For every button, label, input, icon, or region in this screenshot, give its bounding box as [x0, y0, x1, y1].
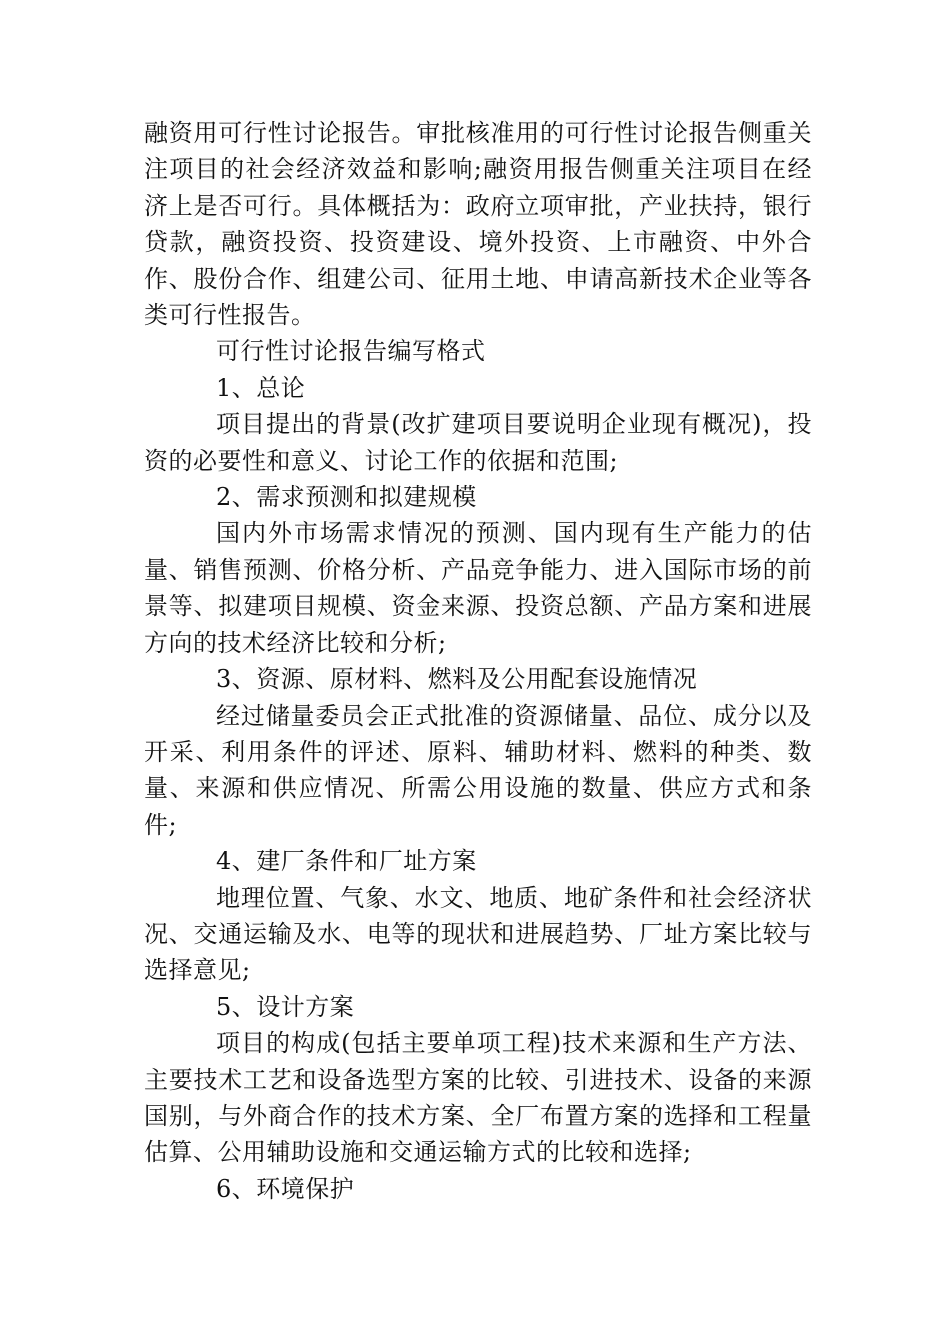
section-heading-format: 可行性讨论报告编写格式 [216, 337, 486, 366]
paragraph-site: 地理位置、气象、水文、地质、地矿条件和社会经济状况、交通运输及水、电等的现状和进展趋势、厂址方案比较与选择意见; [144, 883, 812, 985]
section-heading-resources: 3、资源、原材料、燃料及公用配套设施情况 [216, 665, 698, 694]
document-body [144, 115, 812, 1207]
section-heading-site: 4、建厂条件和厂址方案 [216, 847, 477, 876]
paragraph-background: 项目提出的背景(改扩建项目要说明企业现有概况)，投资的必要性和意义、讨论工作的依据和范围; [144, 410, 812, 475]
section-heading-design: 5、设计方案 [216, 992, 355, 1021]
paragraph-financing-report: 融资用可行性讨论报告。审批核准用的可行性讨论报告侧重关注项目的社会经济效益和影响;融资用报告侧重关注项目在经济上是否可行。具体概括为：政府立项审批，产业扶持，银行贷款，融资投资、投资建设、境外投资、上市融资、中外合作、股份合作、组建公司、征用土地、申请高新技术企业等各类可行性报告。 [144, 119, 812, 330]
section-heading-general: 1、总论 [216, 373, 306, 402]
paragraph-design: 项目的构成(包括主要单项工程)技术来源和生产方法、主要技术工艺和设备选型方案的比较、引进技术、设备的来源国别，与外商合作的技术方案、全厂布置方案的选择和工程量估算、公用辅助设施和交通运输方式的比较和选择; [144, 1029, 812, 1167]
paragraph-resources: 经过储量委员会正式批准的资源储量、品位、成分以及开采、利用条件的评述、原料、辅助材料、燃料的种类、数量、来源和供应情况、所需公用设施的数量、供应方式和条件; [144, 701, 812, 839]
section-heading-demand: 2、需求预测和拟建规模 [216, 483, 477, 512]
paragraph-demand: 国内外市场需求情况的预测、国内现有生产能力的估量、销售预测、价格分析、产品竞争能力、进入国际市场的前景等、拟建项目规模、资金来源、投资总额、产品方案和进展方向的技术经济比较和分析; [144, 519, 812, 657]
section-heading-environment: 6、环境保护 [216, 1174, 355, 1203]
